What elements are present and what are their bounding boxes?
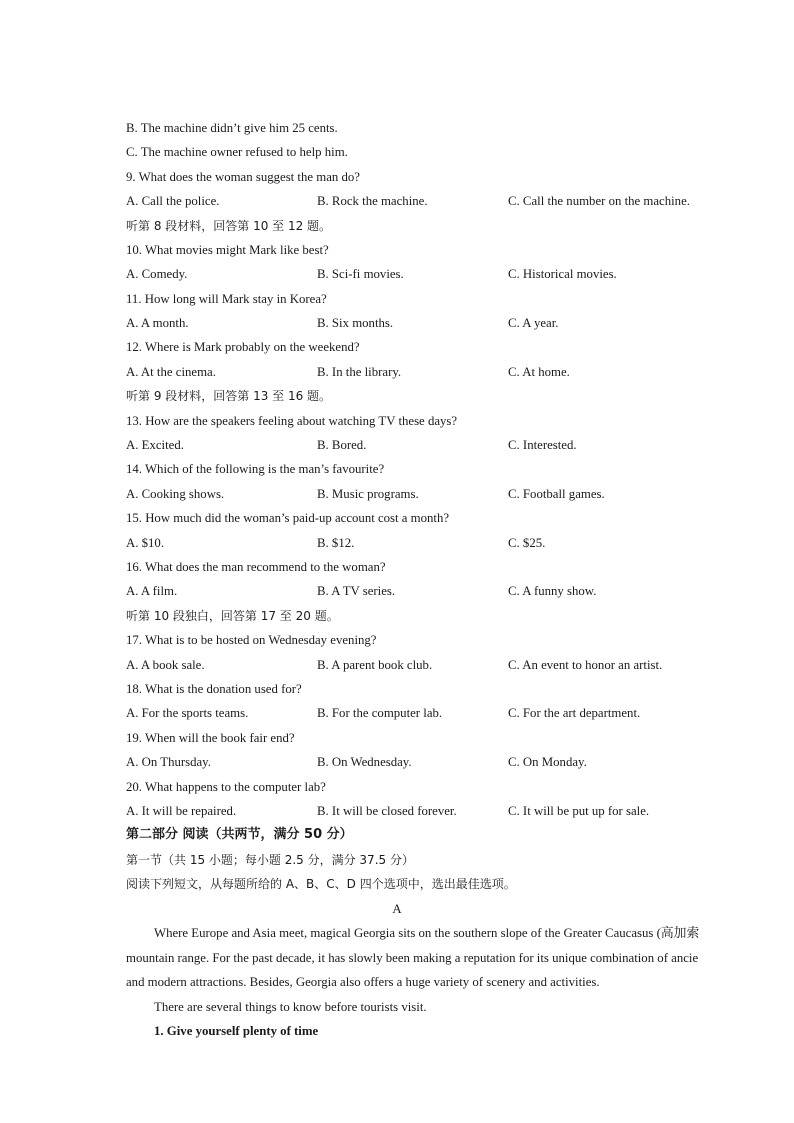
question-15-options	[126, 535, 726, 551]
option-b: B. A parent book club.	[317, 658, 433, 672]
option-a: A. $10.	[126, 536, 165, 550]
option-c: C. Historical movies.	[508, 267, 617, 281]
option-c: C. An event to honor an artist.	[508, 658, 663, 672]
option-a: A. It will be repaired.	[126, 804, 237, 818]
option-b: B. For the computer lab.	[317, 706, 443, 720]
question-15: 15. How much did the woman’s paid-up account cost a month?	[126, 511, 450, 525]
section-9-instruction: 听第 9 段材料，回答第 13 至 16 题。	[126, 389, 332, 403]
reading-instructions: 阅读下列短文，从每题所给的 A、B、C、D 四个选项中，选出最佳选项。	[126, 877, 516, 891]
question-20: 20. What happens to the computer lab?	[126, 780, 326, 794]
option-c: C. Interested.	[508, 438, 577, 452]
option-b: B. It will be closed forever.	[317, 804, 457, 818]
question-11: 11. How long will Mark stay in Korea?	[126, 292, 327, 306]
passage-paragraph-1-line-1: Where Europe and Asia meet, magical Georgia sits on the southern slope of the Greater Caucasus (高加索	[154, 926, 700, 940]
question-13: 13. How are the speakers feeling about watching TV these days?	[126, 414, 458, 428]
question-18: 18. What is the donation used for?	[126, 682, 302, 696]
option-c: C. Call the number on the machine.	[508, 194, 690, 208]
option-a: A. Cooking shows.	[126, 487, 225, 501]
question-13-options	[126, 437, 726, 453]
passage-paragraph-1-line-2: mountain range. For the past decade, it has slowly been making a reputation for its unique combination of ancie	[126, 951, 699, 965]
question-16: 16. What does the man recommend to the woman?	[126, 560, 386, 574]
option-c: C. It will be put up for sale.	[508, 804, 650, 818]
option-c: C. A year.	[508, 316, 559, 330]
question-10-options	[126, 266, 726, 282]
question-17: 17. What is to be hosted on Wednesday evening?	[126, 633, 377, 647]
option-a: A. At the cinema.	[126, 365, 216, 379]
option-c: C. $25.	[508, 536, 546, 550]
option-a: A. On Thursday.	[126, 755, 211, 769]
option-a: A. Comedy.	[126, 267, 188, 281]
option-b: B. On Wednesday.	[317, 755, 412, 769]
option-b: B. Music programs.	[317, 487, 419, 501]
question-11-options	[126, 315, 726, 331]
option-b: B. Sci-fi movies.	[317, 267, 404, 281]
section-8-instruction: 听第 8 段材料，回答第 10 至 12 题。	[126, 219, 332, 233]
option-a: A. Excited.	[126, 438, 184, 452]
question-16-options	[126, 583, 726, 599]
question-19-options	[126, 754, 726, 770]
option-b: B. A TV series.	[317, 584, 396, 598]
option-a: A. Call the police.	[126, 194, 220, 208]
option-b: B. $12.	[317, 536, 355, 550]
q8-option-b: B. The machine didn’t give him 25 cents.	[126, 121, 338, 135]
part-2-heading: 第二部分 阅读（共两节，满分 50 分）	[126, 827, 353, 842]
question-18-options	[126, 705, 726, 721]
option-c: C. Football games.	[508, 487, 605, 501]
question-12-options	[126, 364, 726, 380]
section-1-heading: 第一节（共 15 小题；每小题 2.5 分，满分 37.5 分）	[126, 853, 414, 867]
option-a: A. A film.	[126, 584, 178, 598]
option-c: C. A funny show.	[508, 584, 597, 598]
option-a: A. A book sale.	[126, 658, 205, 672]
question-9-options	[126, 193, 726, 209]
passage-a-title: A	[392, 902, 402, 916]
option-b: B. Rock the machine.	[317, 194, 428, 208]
option-b: B. In the library.	[317, 365, 402, 379]
option-a: A. For the sports teams.	[126, 706, 249, 720]
question-14: 14. Which of the following is the man’s favourite?	[126, 462, 385, 476]
question-19: 19. When will the book fair end?	[126, 731, 295, 745]
option-a: A. A month.	[126, 316, 189, 330]
passage-subheading-1: 1. Give yourself plenty of time	[154, 1024, 319, 1038]
question-9: 9. What does the woman suggest the man do?	[126, 170, 360, 184]
passage-paragraph-1-line-3: and modern attractions. Besides, Georgia also offers a huge variety of scenery and activities.	[126, 975, 600, 989]
question-14-options	[126, 486, 726, 502]
passage-paragraph-2: There are several things to know before tourists visit.	[154, 1000, 427, 1014]
question-20-options	[126, 803, 726, 819]
option-c: C. For the art department.	[508, 706, 641, 720]
question-17-options	[126, 657, 726, 673]
q8-option-c: C. The machine owner refused to help him.	[126, 145, 348, 159]
option-c: C. At home.	[508, 365, 570, 379]
option-c: C. On Monday.	[508, 755, 587, 769]
option-b: B. Bored.	[317, 438, 367, 452]
option-b: B. Six months.	[317, 316, 394, 330]
section-10-instruction: 听第 10 段独白，回答第 17 至 20 题。	[126, 609, 339, 623]
question-10: 10. What movies might Mark like best?	[126, 243, 329, 257]
question-12: 12. Where is Mark probably on the weekend?	[126, 340, 360, 354]
